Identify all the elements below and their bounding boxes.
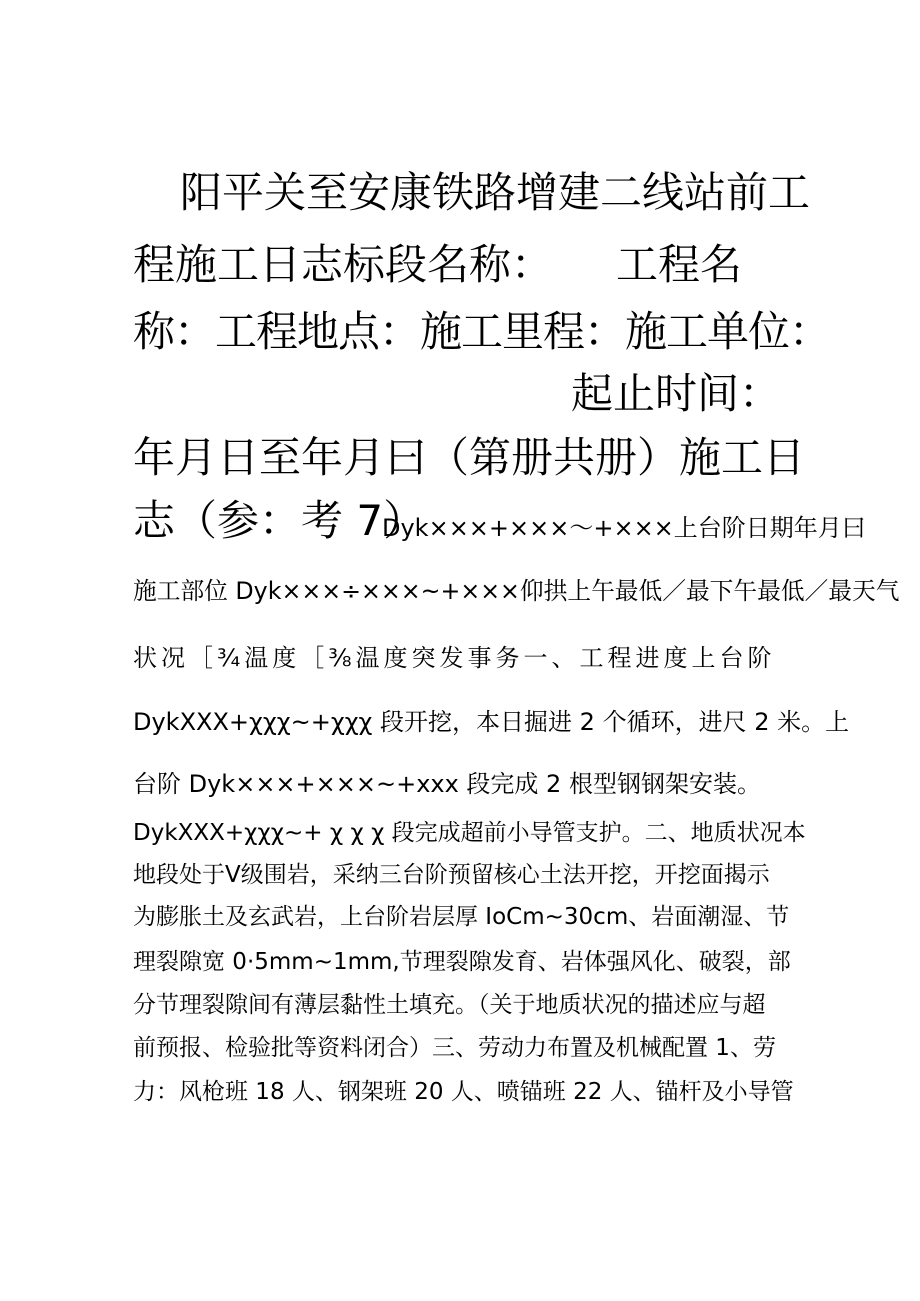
body-line-10: 前预报、检验批等资料闭合）三、劳动力布置及机械配置 1、劳 — [133, 1035, 776, 1061]
title-line-2: 程施工日志标段名称： 工程名 — [133, 240, 743, 289]
body-line-date: Dyk×××+×××～+×××上台阶日期年月曰 — [382, 514, 866, 542]
body-line-6: 地段处于Ⅴ级围岩，采纳三台阶预留核心土法开挖，开挖面揭示 — [133, 862, 770, 888]
title-line-1: 阳平关至安康铁路增建二线站前工 — [180, 168, 811, 217]
body-line-2: 状况［¾温度［⅜温度突发事务一、工程进度上台阶 — [133, 644, 776, 672]
body-line-9: 分节理裂隙间有薄层黏性土填充。（关于地质状况的描述应与超 — [133, 992, 766, 1018]
title-line-3: 称：工程地点：施工里程：施工单位： — [133, 307, 831, 356]
body-line-11: 力：风枪班 18 人、钢架班 20 人、喷锚班 22 人、锚杆及小导管 — [133, 1079, 794, 1105]
body-line-1: 施工部位 Dyk×××÷×××~+×××仰拱上午最低／最下午最低／最天气 — [133, 577, 900, 605]
title-line-6: 志（参：考 7） — [133, 496, 426, 545]
body-line-7: 为膨胀土及玄武岩，上台阶岩层厚 IoCm~30cm、岩面潮湿、节 — [133, 904, 790, 930]
body-line-4: 台阶 Dyk×××+×××~+xxx 段完成 2 根型钢钢架安装。 — [133, 770, 761, 798]
title-line-5: 年月日至年月曰（第册共册）施工日 — [133, 433, 806, 482]
title-line-4: 起止时间： — [571, 369, 782, 418]
body-line-8: 理裂隙宽 0·5mm~1mm,节理裂隙发育、岩体强风化、破裂，部 — [133, 949, 791, 975]
body-line-3: DykXXX+χχχ~+χχχ 段开挖，本日掘进 2 个循环，进尺 2 米。上 — [133, 708, 850, 736]
body-line-5: DykXXX+χχχ~+ χ χ χ 段完成超前小导管支护。二、地质状况本 — [133, 820, 806, 846]
